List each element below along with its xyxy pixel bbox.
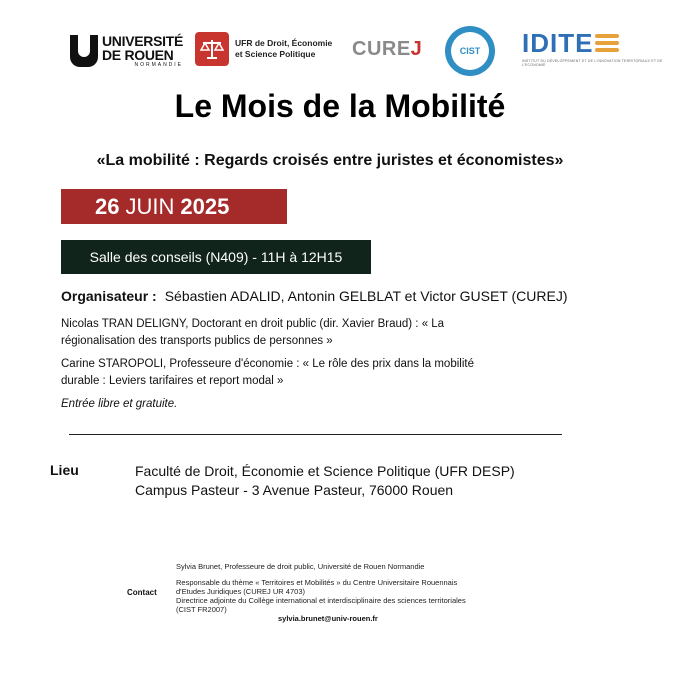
organizer-label: Organisateur : [61, 288, 157, 304]
page-title: Le Mois de la Mobilité [174, 88, 506, 124]
cist-text: CIST [451, 32, 489, 70]
contact-email[interactable]: sylvia.brunet@univ-rouen.fr [278, 614, 378, 623]
contact-roles [176, 578, 476, 614]
event-subtitle: «La mobilité : Regards croisés entre juristes et économistes» [96, 152, 564, 169]
cist-globe-icon [445, 26, 495, 76]
idite-subtitle: INSTITUT DU DÉVELOPPEMENT ET DE L'INNOVATION TERRITORIAUX ET DE L'ECONOMIE [522, 59, 663, 67]
idite-logo [522, 30, 680, 67]
ufr-line2: et Science Politique [235, 49, 316, 59]
entry-note: Entrée libre et gratuite. [61, 398, 178, 410]
curej-text-a: CURE [352, 38, 411, 60]
scales-icon [195, 32, 229, 66]
organizer-names: Sébastien ADALID, Antonin GELBLAT et Victor GUSET (CUREJ) [164, 288, 568, 304]
idite-lines-icon [595, 34, 619, 52]
ufr-line1: UFR de Droit, Économie [235, 38, 333, 49]
speaker-item: Nicolas TRAN DELIGNY, Doctorant en droit public (dir. Xavier Braud) : « La régionalisation des transports publics de personnes » [61, 318, 445, 347]
speaker-item: Carine STAROPOLI, Professeure d'économie : « Le rôle des prix dans la mobilité durable : Leviers tarifaires et report modal » [61, 358, 474, 387]
location-address [135, 462, 515, 500]
cist-logo [445, 26, 495, 76]
logo-bar [0, 24, 680, 80]
contact-name: Sylvia Brunet, Professeure de droit public, Université de Rouen Normandie [176, 562, 425, 571]
urn-line3: NORMANDIE [134, 62, 184, 68]
idite-text: IDITE [522, 28, 594, 58]
venue-time-banner: Salle des conseils (N409) - 11H à 12H15 [61, 240, 371, 274]
ufr-desp-logo [195, 32, 332, 66]
date-year: 2025 [180, 193, 230, 219]
curej-text-b: J [410, 38, 423, 60]
date-month: JUIN [125, 193, 175, 219]
date-day: 26 [95, 193, 120, 219]
location-line2: Campus Pasteur - 3 Avenue Pasteur, 76000 Rouen [135, 481, 454, 498]
urn-line1: UNIVERSITÉ [102, 33, 184, 49]
curej-logo [352, 38, 422, 61]
contact-role-1: Responsable du thème « Territoires et Mobilités » du Centre Universitaire Rouennais d'Etudes Juridiques (CUREJ UR 4703) [176, 578, 458, 596]
date-banner [61, 189, 287, 224]
organizer-line [61, 288, 568, 304]
urn-line2: DE ROUEN [102, 47, 174, 63]
universite-rouen-logo [70, 34, 183, 68]
divider [69, 434, 562, 435]
urn-shield-icon [70, 35, 98, 67]
contact-label: Contact [127, 588, 157, 597]
contact-role-2: Directrice adjointe du Collège international et interdisciplinaire des sciences territoriales (CIST FR2007) [176, 596, 466, 614]
location-label: Lieu [50, 462, 79, 478]
location-line1: Faculté de Droit, Économie et Science Politique (UFR DESP) [135, 463, 515, 479]
